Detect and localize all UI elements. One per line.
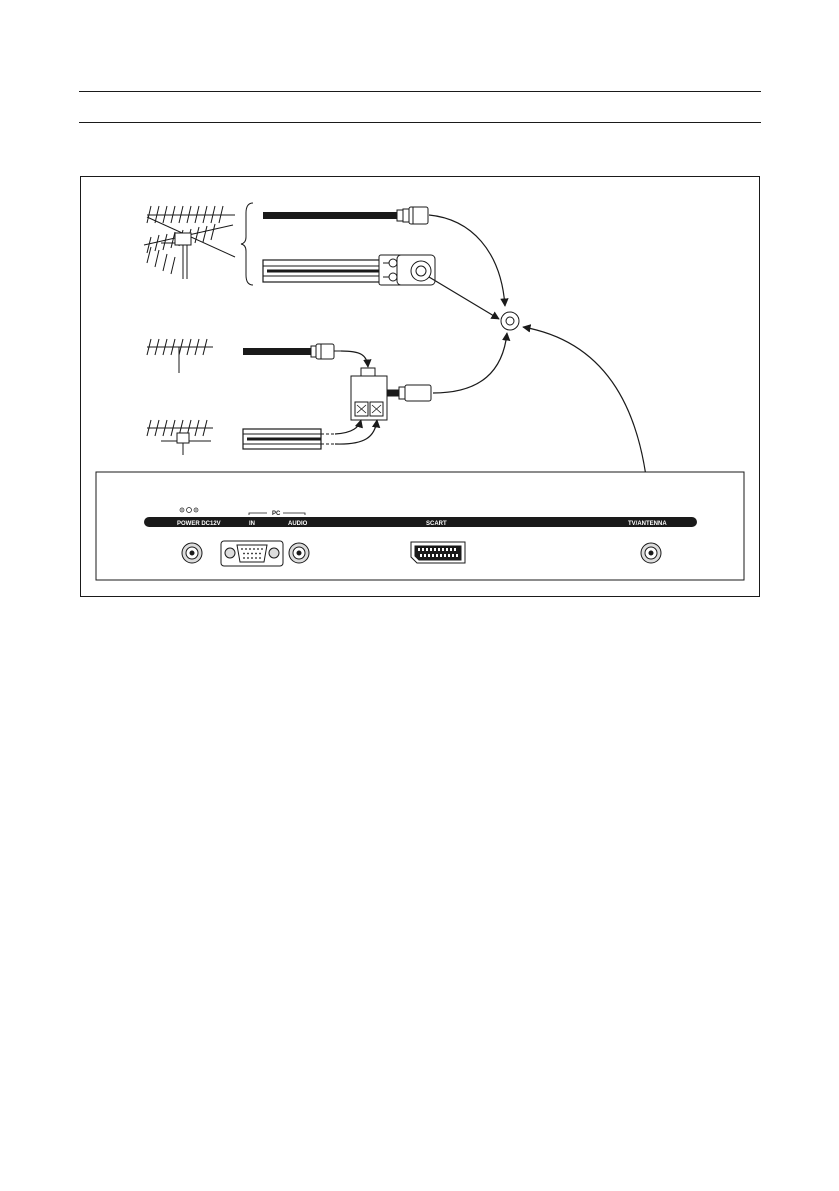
antenna-middle-icon (147, 339, 213, 373)
coax-cable-top (263, 207, 428, 224)
tv-back-panel (96, 472, 744, 580)
label-antenna: TV/ANTENNA (628, 521, 667, 527)
panel-label-bar (144, 517, 697, 527)
label-audio: AUDIO (288, 521, 308, 527)
label-in: IN (249, 521, 255, 527)
antenna-top-icon (144, 206, 235, 279)
antenna-combiner-icon (351, 368, 431, 420)
twin-lead-adapter-icon (379, 255, 435, 285)
coax-cable-middle (243, 344, 341, 359)
cable-group-brace (241, 203, 253, 285)
tv-antenna-socket (641, 543, 661, 563)
header-rule-top (79, 91, 761, 92)
label-scart: SCART (426, 521, 447, 527)
power-socket (182, 543, 202, 563)
pc-audio-jack (289, 543, 309, 563)
header-rule-bottom (79, 122, 761, 123)
label-pc: PC (272, 511, 281, 517)
scart-port (411, 542, 465, 563)
antenna-lower-icon (147, 420, 213, 455)
arrow-lower-to-combiner-left (335, 420, 361, 434)
arrow-combiner-to-socket (433, 333, 507, 393)
arrow-adapter-to-socket (429, 277, 499, 319)
twin-lead-cable-lower (243, 429, 335, 449)
twin-lead-cable (263, 260, 387, 282)
arrow-lower-to-combiner-right (335, 420, 377, 444)
label-power: POWER DC12V (177, 521, 221, 527)
arrow-middle-to-combiner (341, 351, 368, 367)
pc-vga-port (221, 541, 283, 566)
arrow-top-to-socket (429, 215, 505, 306)
figure-frame (80, 176, 760, 597)
antenna-connection-diagram (81, 177, 759, 596)
wall-socket-icon (501, 312, 519, 330)
